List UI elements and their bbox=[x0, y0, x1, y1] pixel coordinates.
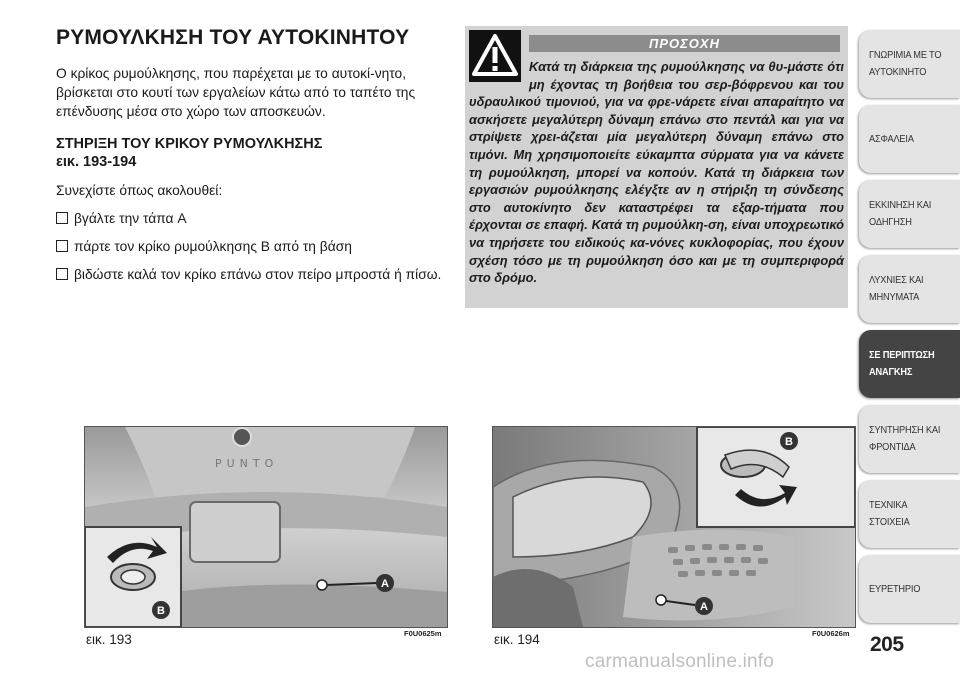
section-figure-ref: εικ. 193-194 bbox=[56, 154, 137, 170]
step-item bbox=[56, 237, 456, 256]
figure-194 bbox=[492, 426, 856, 628]
checkbox-bullet-icon bbox=[56, 240, 68, 252]
tab-maintenance[interactable] bbox=[859, 405, 960, 473]
tab-label-line1: ΛΥΧΝΙΕΣ ΚΑΙ bbox=[869, 274, 924, 286]
tab-label-line2: ΑΥΤΟΚΙΝΗΤΟ bbox=[869, 66, 927, 78]
figure-caption: εικ. 193 bbox=[86, 632, 132, 647]
tab-emergency[interactable] bbox=[859, 330, 960, 398]
figure-caption: εικ. 194 bbox=[494, 632, 540, 647]
tab-label-line2: ΟΔΗΓΗΣΗ bbox=[869, 216, 912, 228]
intro-paragraph: Ο κρίκος ρυμούλκησης, που παρέχεται με το αυτοκί-νητο, βρίσκεται στο κουτί των εργαλείων κάτω από το ταπέτο της επένδυσης μέσα στο χώρο των αποσκευών. bbox=[56, 66, 416, 119]
step-text: πάρτε τον κρίκο ρυμούλκησης B από τη βάση bbox=[74, 239, 352, 254]
tab-label-line1: ΕΥΡΕΤΗΡΙΟ bbox=[869, 582, 921, 595]
label-b: B bbox=[157, 605, 165, 617]
steps-lead: Συνεχίστε όπως ακολουθεί: bbox=[56, 183, 223, 198]
tab-label-line2: ΑΝΑΓΚΗΣ bbox=[869, 366, 913, 378]
tab-label-line2: ΜΗΝΥΜΑΤΑ bbox=[869, 291, 920, 303]
tab-technical-data[interactable] bbox=[859, 480, 960, 548]
tab-label-line1: ΤΕΧΝΙΚΑ ΣΤΟΙΧΕΙΑ bbox=[869, 499, 910, 528]
main-content bbox=[56, 26, 456, 293]
section-title: ΣΤΗΡΙΞΗ ΤΟΥ ΚΡΙΚΟΥ ΡΥΜΟΥΛΚΗΣΗΣ bbox=[56, 136, 323, 152]
brand-text: PUNTO bbox=[215, 457, 279, 470]
step-text: βγάλτε την τάπα A bbox=[74, 211, 187, 226]
figure-code: F0U0625m bbox=[404, 629, 442, 638]
warning-text: Κατά τη διάρκεια της ρυμούλκησης να θυ-μάστε ότι μη έχοντας τη βοήθεια του σερ-βόφρενου και του υδραυλικού τιμονιού, για να φρε-νάρετε είναι απαραίτητο να ασκήσετε μεγαλύτερη δύναμη επάνω στο πεντάλ και για να στρίψετε χρει-άζεται μία μεγαλύτερη δύναμη επάνω στο τιμόνι. Μη χρησιμοποιείτε εύκαμπτα σύρματα για να κάνετε τη ρυμούλκηση, μπορεί να κοπούν. Κατά τη διάρκεια των εργασιών ρυμούλκησης ελέγξτε αν η στήριξη τη σύνδεσης στο αυτοκίνητο δεν καταστρέφει τα εξαρ-τήματα που έρχονται σε επαφή. Κατά τη ρυμούλκη-ση, είναι υποχρεωτικό να τηρήσετε του ειδικούς κα-νόνες κυκλοφορίας, που έχουν σχέση τόσο με τη ρυμούλκηση όσο και με τη συμπεριφορά στο δρόμο. bbox=[469, 59, 844, 286]
page-number: 205 bbox=[870, 633, 904, 656]
label-b: B bbox=[785, 436, 793, 448]
tab-label-line1: ΣΥΝΤΗΡΗΣΗ ΚΑΙ bbox=[869, 424, 941, 436]
checkbox-bullet-icon bbox=[56, 212, 68, 224]
warning-heading: ΠΡΟΣΟΧΗ bbox=[529, 35, 840, 52]
label-a: A bbox=[381, 578, 389, 590]
tab-safety[interactable] bbox=[859, 105, 960, 173]
warning-text-block bbox=[469, 58, 844, 287]
warning-box bbox=[465, 26, 848, 308]
tab-warning-lights[interactable] bbox=[859, 255, 960, 323]
watermark: carmanualsonline.info bbox=[585, 651, 775, 672]
tab-label-line1: ΓΝΩΡΙΜΙΑ ΜΕ ΤΟ bbox=[869, 49, 942, 61]
checkbox-bullet-icon bbox=[56, 268, 68, 280]
tab-label-line1: ΣΕ ΠΕΡΙΠΤΩΣΗ bbox=[869, 349, 935, 361]
label-a: A bbox=[700, 601, 708, 613]
tab-label-line1: ΕΚΚΙΝΗΣΗ ΚΑΙ bbox=[869, 199, 932, 211]
rear-bumper-illustration bbox=[85, 427, 447, 627]
step-text: βιδώστε καλά τον κρίκο επάνω στον πείρο μπροστά ή πίσω. bbox=[74, 267, 442, 282]
tab-index[interactable] bbox=[859, 555, 960, 623]
step-item bbox=[56, 265, 456, 284]
tab-label-line1: ΑΣΦΑΛΕΙΑ bbox=[869, 132, 914, 145]
tab-label-line2: ΦΡΟΝΤΙΔΑ bbox=[869, 441, 916, 453]
figure-code: F0U0626m bbox=[812, 629, 850, 638]
figure-193 bbox=[84, 426, 448, 628]
front-bumper-illustration bbox=[493, 427, 855, 627]
tab-starting-driving[interactable] bbox=[859, 180, 960, 248]
page-title: ΡΥΜΟΥΛΚΗΣΗ ΤΟΥ ΑΥΤΟΚΙΝΗΤΟΥ bbox=[56, 26, 410, 49]
step-item bbox=[56, 209, 456, 228]
icon-spacer bbox=[469, 58, 529, 83]
tab-getting-to-know[interactable] bbox=[859, 30, 960, 98]
